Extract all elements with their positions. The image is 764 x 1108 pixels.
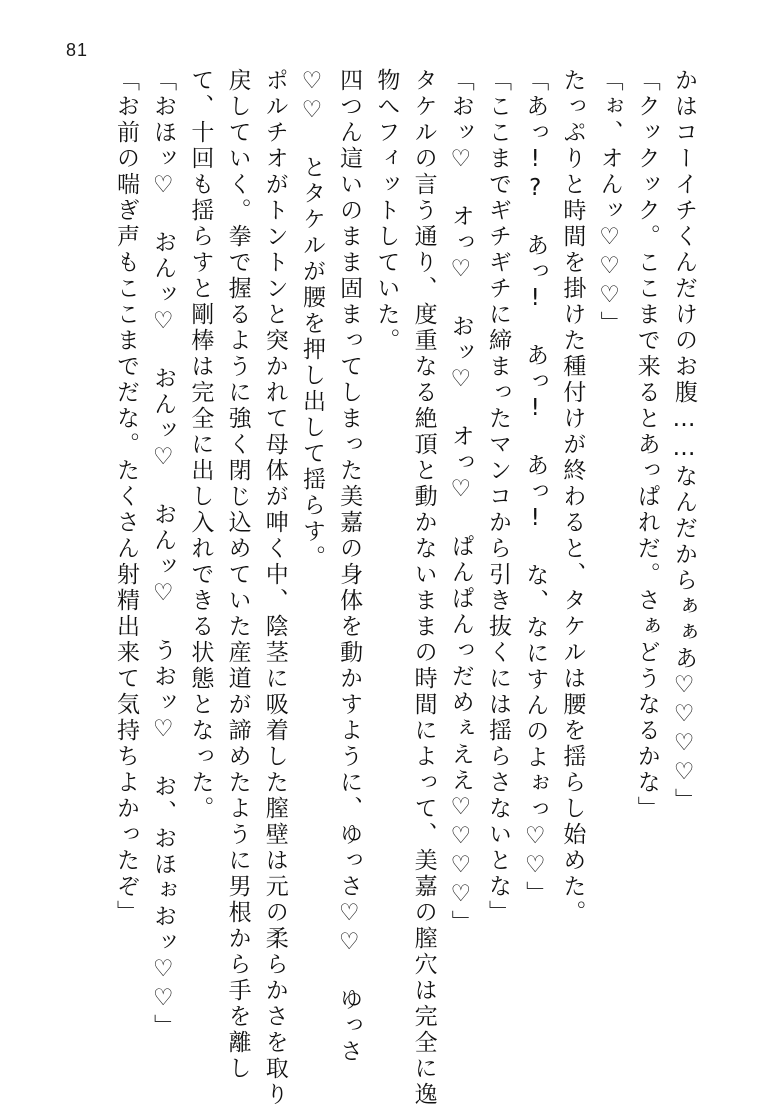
text-line: タケルの言う通り、度重なる絶頂と動かないままの時間によって、美嘉の膣穴は完全に逸 <box>410 68 437 1108</box>
text-line: 「おッ♡ オっ♡ おッ♡ オっ♡ ぱんぱんっだめぇええ♡♡♡♡」 <box>447 68 474 936</box>
text-line: たっぷりと時間を掛けた種付けが終わると、タケルは腰を揺らし始めた。 <box>559 68 586 926</box>
text-line: て、十回も揺らすと剛棒は完全に出し入れできる状態となった。 <box>187 68 214 822</box>
page-number: 81 <box>66 40 89 60</box>
text-line: かはコーイチくんだけのお腹……なんだからぁぁあ♡♡♡♡」 <box>671 68 697 814</box>
text-line: 物へフィットしていた。 <box>373 68 400 354</box>
text-line: 戻していく。拳で握るように強く閉じ込めていた産道が諦めたように男根から手を離し <box>224 68 251 1082</box>
text-line: 「あっ!? あっ! あっ! あっ! な、なにすんのよぉっ♡♡」 <box>522 68 549 907</box>
text-line: ポルチオがトントンと突かれて母体が呻く中、陰茎に吸着した膣壁は元の柔らかさを取り <box>261 68 288 1108</box>
text-line: 「お前の喘ぎ声もここまでだな。たくさん射精出来て気持ちよかったぞ」 <box>112 68 139 926</box>
text-line: 四つん這いのまま固まってしまった美嘉の身体を動かすように、ゆっさ♡♡ ゆっさ <box>336 68 363 1065</box>
text-line: 「ぉ、オんッ♡♡♡」 <box>596 68 623 337</box>
text-line: 「ここまでギチギチに締まったマンコから引き抜くには揺らさないとな」 <box>484 68 511 926</box>
text-line: 「クックック。ここまで来るとあっぱれだ。さぁどうなるかな」 <box>633 68 660 822</box>
text-line: ♡♡ とタケルが腰を押し出して揺らす。 <box>298 68 325 571</box>
vertical-text-block <box>107 68 702 1108</box>
text-line: 「おほッ♡ おんッ♡ おんッ♡ おんッ♡ うおッ♡ お、おほぉおッ♡♡」 <box>150 68 177 1040</box>
